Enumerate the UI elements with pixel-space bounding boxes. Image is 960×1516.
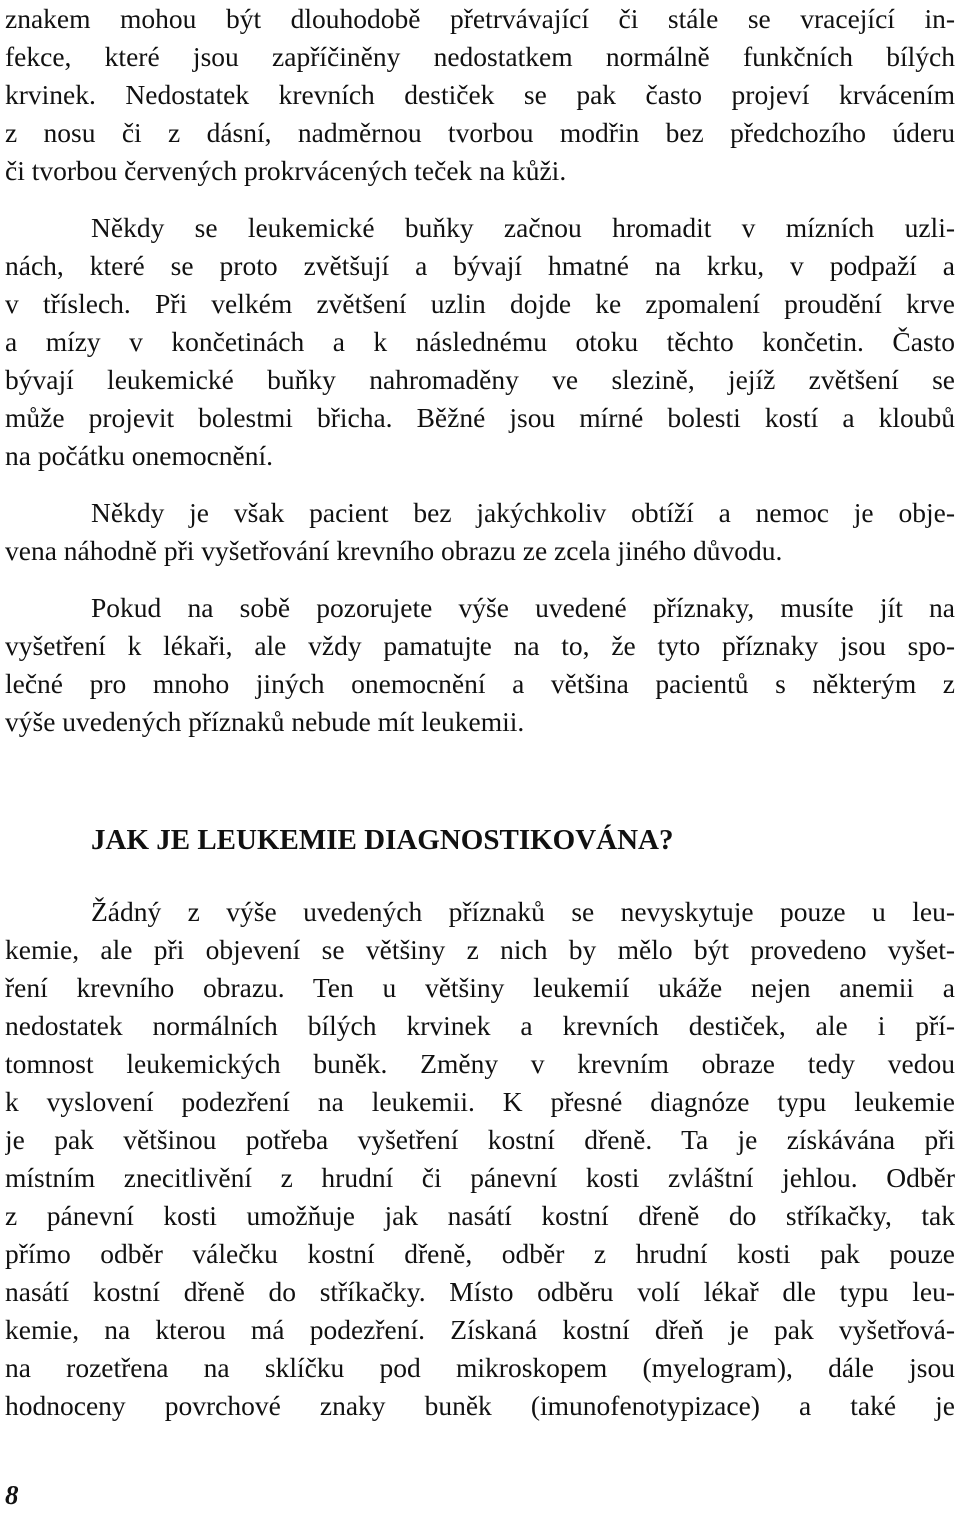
text-line: a mízy v končetinách a k následnému otoku těchto končetin. Často xyxy=(5,326,955,357)
text-line: znakem mohou být dlouhodobě přetrvávající či stále se vracející in- xyxy=(5,3,955,34)
paragraph-3 xyxy=(5,494,955,570)
paragraph-gap xyxy=(5,190,955,209)
heading-gap xyxy=(5,859,955,893)
text-line: nedostatek normálních bílých krvinek a krevních destiček, ale i pří- xyxy=(5,1010,955,1041)
text-line: může projevit bolestmi břicha. Běžné jsou mírné bolesti kostí a kloubů xyxy=(5,402,955,433)
text-line: vyšetření k lékaři, ale vždy pamatujte na to, že tyto příznaky jsou spo- xyxy=(5,630,955,661)
document-page xyxy=(5,0,955,1425)
text-line: hodnoceny povrchové znaky buněk (imunofenotypizace) a také je xyxy=(5,1390,955,1421)
text-line: na počátku onemocnění. xyxy=(5,440,274,471)
text-line: je pak většinou potřeba vyšetření kostní dřeně. Ta je získávána při xyxy=(5,1124,955,1155)
text-line: kemie, ale při objevení se většiny z nich by mělo být provedeno vyšet- xyxy=(5,934,955,965)
text-line: Žádný z výše uvedených příznaků se nevyskytuje pouze u leu- xyxy=(91,896,955,927)
text-line: kemie, na kterou má podezření. Získaná kostní dřeň je pak vyšetřová- xyxy=(5,1314,955,1345)
text-line: místním znecitlivění z hrudní či pánevní kosti zvláštní jehlou. Odběr xyxy=(5,1162,955,1193)
text-line: ření krevního obrazu. Ten u většiny leukemií ukáže nejen anemii a xyxy=(5,972,955,1003)
text-line: z nosu či z dásní, nadměrnou tvorbou modřin bez předchozího úderu xyxy=(5,117,955,148)
section-paragraph xyxy=(5,893,955,1425)
text-line: Někdy je však pacient bez jakýchkoliv obtíží a nemoc je obje- xyxy=(91,497,955,528)
text-line: vena náhodně při vyšetřování krevního obrazu ze zcela jiného důvodu. xyxy=(5,535,783,566)
paragraph-1 xyxy=(5,0,955,190)
text-line: fekce, které jsou zapříčiněny nedostatkem normálně funkčních bílých xyxy=(5,41,955,72)
paragraph-4 xyxy=(5,589,955,741)
section-gap xyxy=(5,741,955,821)
text-line: lečné pro mnoho jiných onemocnění a většina pacientů s některým z xyxy=(5,668,955,699)
page-number: 8 xyxy=(5,1480,19,1510)
text-line: Pokud na sobě pozorujete výše uvedené příznaky, musíte jít na xyxy=(91,592,955,623)
text-line: krvinek. Nedostatek krevních destiček se pak často projeví krvácením xyxy=(5,79,955,110)
paragraph-gap xyxy=(5,570,955,589)
text-line: nasátí kostní dřeně do stříkačky. Místo odběru volí lékař dle typu leu- xyxy=(5,1276,955,1307)
text-line: k vyslovení podezření na leukemii. K přesné diagnóze typu leukemie xyxy=(5,1086,955,1117)
text-line: výše uvedených příznaků nebude mít leukemii. xyxy=(5,706,525,737)
text-line: Někdy se leukemické buňky začnou hromadit v mízních uzli- xyxy=(91,212,955,243)
section-heading: JAK JE LEUKEMIE DIAGNOSTIKOVÁNA? xyxy=(91,824,674,856)
paragraph-2 xyxy=(5,209,955,475)
text-line: nách, které se proto zvětšují a bývají hmatné na krku, v podpaží a xyxy=(5,250,955,281)
text-line: či tvorbou červených prokrvácených teček na kůži. xyxy=(5,155,567,186)
paragraph-gap xyxy=(5,475,955,494)
text-line: z pánevní kosti umožňuje jak nasátí kostní dřeně do stříkačky, tak xyxy=(5,1200,955,1231)
text-line: tomnost leukemických buněk. Změny v krevním obraze tedy vedou xyxy=(5,1048,955,1079)
text-line: v tříslech. Při velkém zvětšení uzlin dojde ke zpomalení proudění krve xyxy=(5,288,955,319)
text-line: přímo odběr válečku kostní dřeně, odběr z hrudní kosti pak pouze xyxy=(5,1238,955,1269)
text-line: bývají leukemické buňky nahromaděny ve slezině, jejíž zvětšení se xyxy=(5,364,955,395)
text-line: na rozetřena na sklíčku pod mikroskopem (myelogram), dále jsou xyxy=(5,1352,955,1383)
